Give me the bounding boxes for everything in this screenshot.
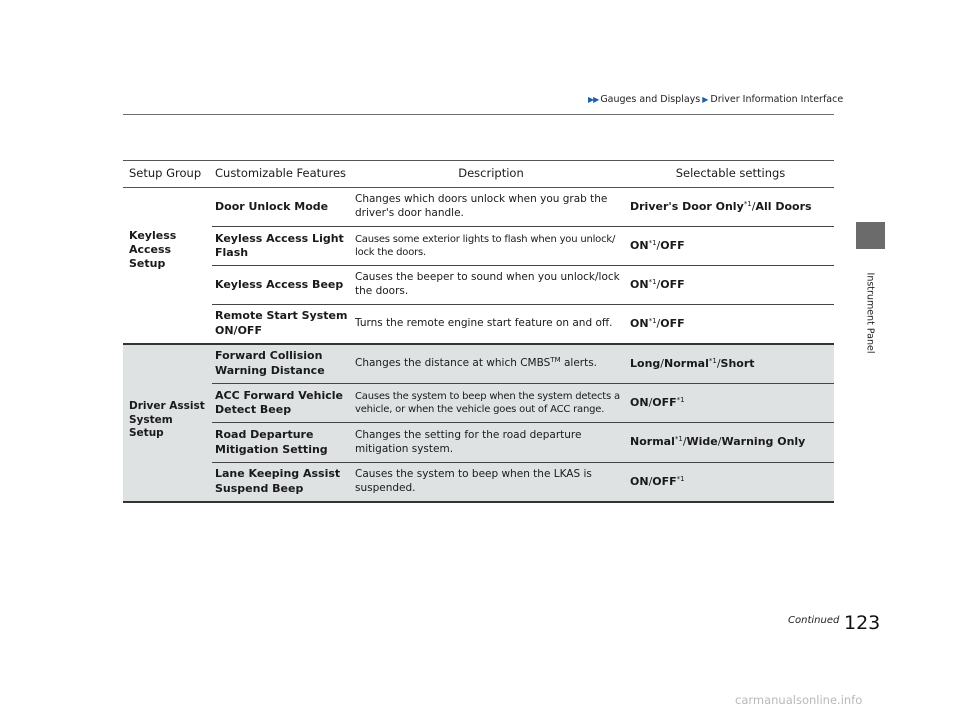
page-number: 123 bbox=[844, 612, 881, 634]
feature-description: Causes some exterior lights to flash when you unlock/ lock the doors. bbox=[355, 227, 627, 266]
table-row bbox=[123, 344, 834, 384]
selectable-settings: Normal$^{*1}$/Wide/Warning Only bbox=[627, 423, 834, 463]
feature-name: Door Unlock Mode bbox=[212, 188, 355, 227]
feature-name: Forward Collision Warning Distance bbox=[212, 344, 355, 384]
table-row bbox=[123, 463, 834, 502]
feature-name: Remote Start System ON/OFF bbox=[212, 305, 355, 344]
selectable-settings: Driver's Door Only$^{*1}$/All Doors bbox=[627, 188, 834, 227]
watermark: carmanualsonline.info bbox=[735, 693, 863, 707]
table-header-row bbox=[123, 161, 834, 188]
section-tab-marker bbox=[856, 222, 885, 249]
feature-description: Causes the system to beep when the system detects a vehicle, or when the vehicle goes out of ACC range. bbox=[355, 384, 627, 423]
settings-table bbox=[123, 160, 834, 503]
breadcrumb-arrow-icon: ▶ bbox=[702, 95, 709, 104]
table-row bbox=[123, 423, 834, 463]
selectable-settings: Long/Normal$^{*1}$/Short bbox=[627, 344, 834, 384]
breadcrumb-level1[interactable]: Gauges and Displays bbox=[600, 94, 701, 105]
side-tab-label: Instrument Panel bbox=[864, 272, 876, 354]
header-rule bbox=[123, 114, 834, 115]
table-row bbox=[123, 305, 834, 344]
continued-note: Continued bbox=[788, 615, 840, 626]
breadcrumb bbox=[588, 94, 843, 105]
selectable-settings: ON$^{*1}$/OFF bbox=[627, 305, 834, 344]
feature-description: Changes which doors unlock when you grab the driver's door handle. bbox=[355, 188, 627, 227]
selectable-settings: ON$^{*1}$/OFF bbox=[627, 266, 834, 305]
selectable-settings: ON/OFF$^{*1}$ bbox=[627, 384, 834, 423]
header-customizable-features: Customizable Features bbox=[212, 161, 355, 188]
table-row bbox=[123, 227, 834, 266]
feature-name: Lane Keeping Assist Suspend Beep bbox=[212, 463, 355, 502]
header-setup-group: Setup Group bbox=[123, 161, 212, 188]
table-row bbox=[123, 266, 834, 305]
header-description: Description bbox=[355, 161, 627, 188]
header-selectable-settings: Selectable settings bbox=[627, 161, 834, 188]
selectable-settings: ON/OFF$^{*1}$ bbox=[627, 463, 834, 502]
feature-name: Keyless Access Light Flash bbox=[212, 227, 355, 266]
feature-name: Keyless Access Beep bbox=[212, 266, 355, 305]
feature-description: Causes the beeper to sound when you unlock/lock the doors. bbox=[355, 266, 627, 305]
breadcrumb-arrow-icon: ▶▶ bbox=[588, 95, 599, 104]
feature-description: Turns the remote engine start feature on and off. bbox=[355, 305, 627, 344]
feature-name: Road Departure Mitigation Setting bbox=[212, 423, 355, 463]
feature-description: Changes the setting for the road departure mitigation system. bbox=[355, 423, 627, 463]
selectable-settings: ON$^{*1}$/OFF bbox=[627, 227, 834, 266]
feature-description: Changes the distance at which CMBS™ alerts. bbox=[355, 344, 627, 384]
setup-group-keyless-access: Keyless Access Setup bbox=[123, 188, 212, 344]
feature-description: Causes the system to beep when the LKAS is suspended. bbox=[355, 463, 627, 502]
setup-group-driver-assist: Driver Assist System Setup bbox=[123, 344, 212, 502]
feature-name: ACC Forward Vehicle Detect Beep bbox=[212, 384, 355, 423]
table-row bbox=[123, 384, 834, 423]
breadcrumb-level2[interactable]: Driver Information Interface bbox=[710, 94, 844, 105]
table-row bbox=[123, 188, 834, 227]
